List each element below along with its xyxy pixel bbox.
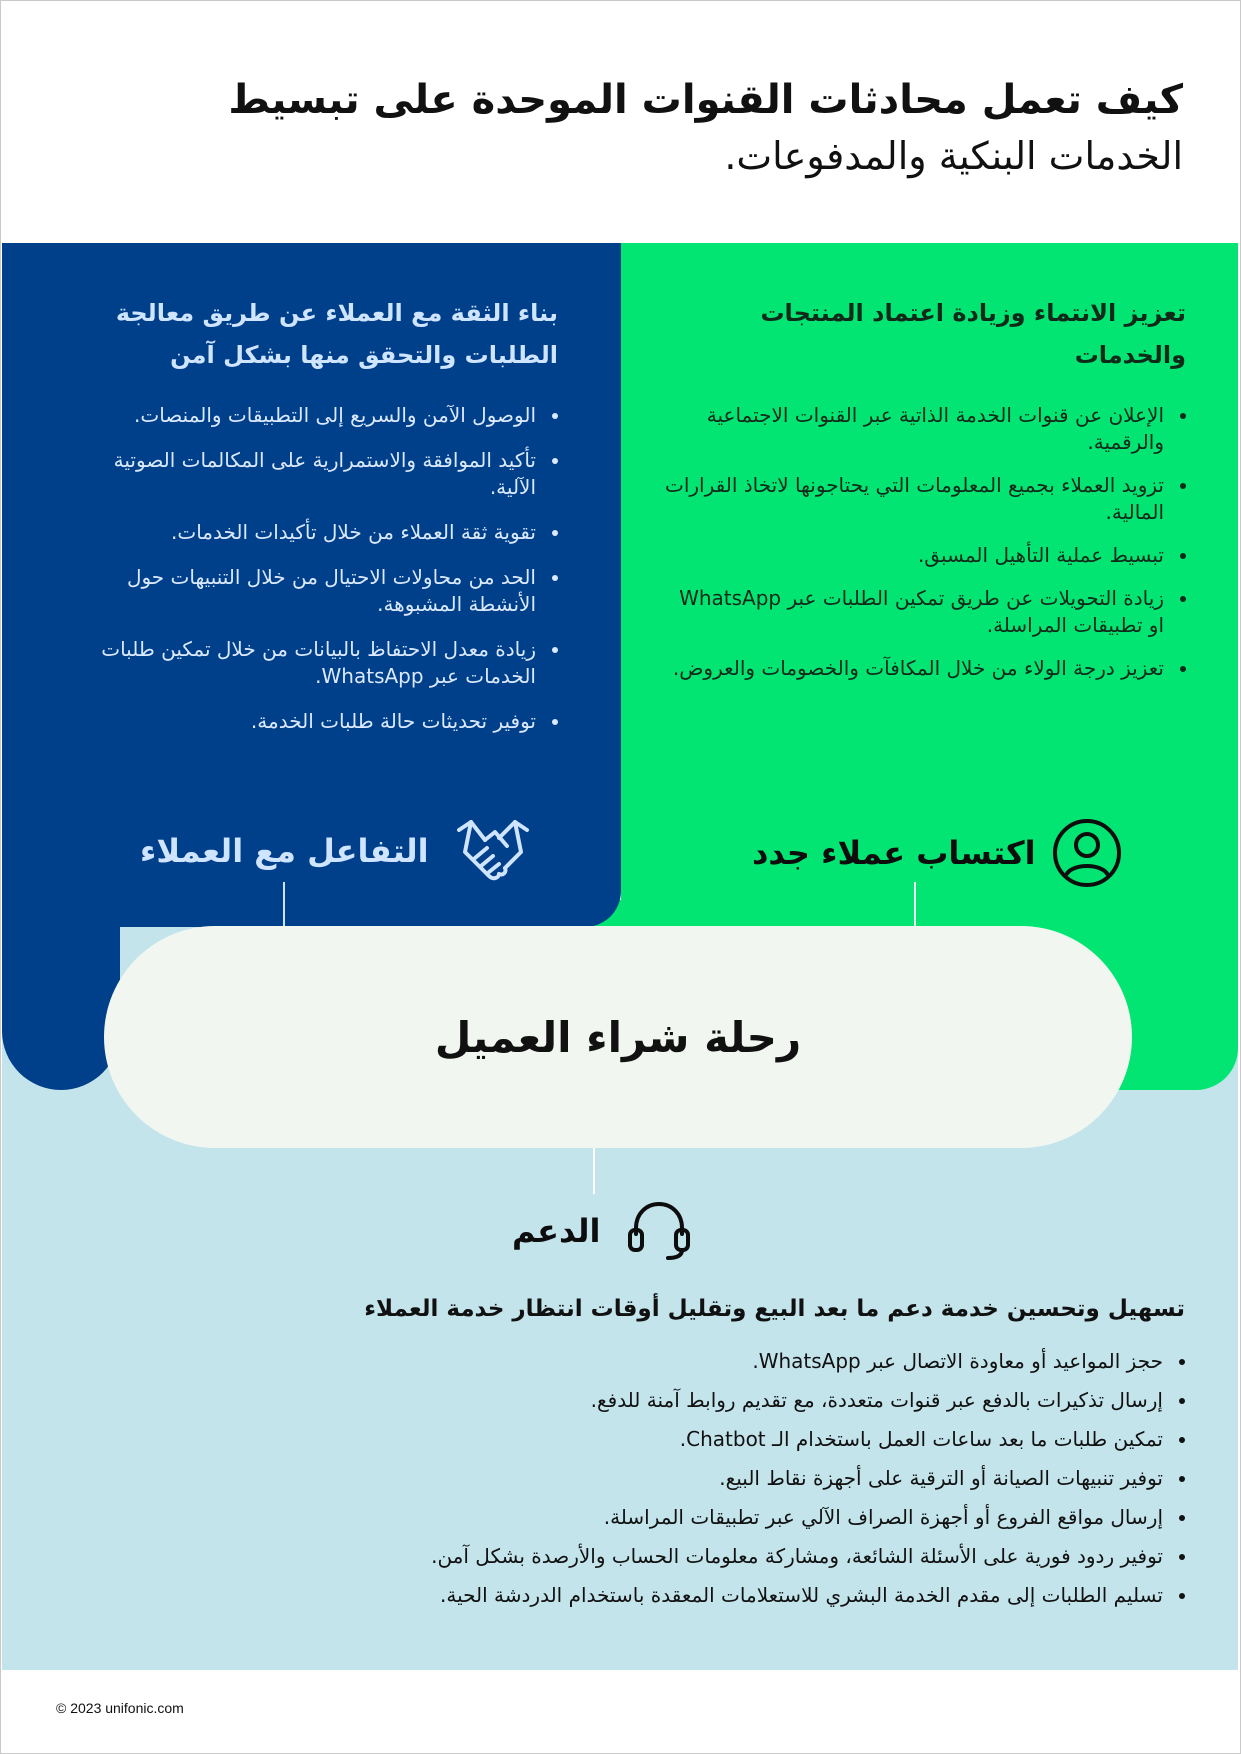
engagement-panel-foot — [2, 900, 120, 1090]
acquisition-heading: تعزيز الانتماء وزيادة اعتماد المنتجات والخدمات — [760, 299, 1186, 369]
acquisition-label — [752, 818, 1122, 888]
customer-journey-title: رحلة شراء العميل — [434, 1012, 802, 1062]
page-title: كيف تعمل محادثات القنوات الموحدة على تبسيط — [228, 77, 1183, 123]
page-header — [40, 72, 1183, 184]
support-heading: تسهيل وتحسين خدمة دعم ما بعد البيع وتقليل أوقات انتظار خدمة العملاء — [364, 1296, 1185, 1322]
page-subtitle: الخدمات البنكية والمدفوعات. — [724, 134, 1183, 178]
support-section — [250, 1288, 1185, 1621]
handshake-icon — [455, 818, 531, 884]
list-item: تسليم الطلبات إلى مقدم الخدمة البشري للاستعلامات المعقدة باستخدام الدردشة الحية. — [250, 1582, 1163, 1609]
list-item: زيادة التحويلات عن طريق تمكين الطلبات عبر WhatsApp او تطبيقات المراسلة. — [660, 585, 1164, 639]
connector-line-support — [593, 1148, 595, 1194]
footer-copyright: © 2023 unifonic.com — [56, 1700, 184, 1716]
support-list — [250, 1348, 1185, 1609]
engagement-section — [80, 292, 558, 753]
list-item: إرسال مواقع الفروع أو أجهزة الصراف الآلي عبر تطبيقات المراسلة. — [250, 1504, 1163, 1531]
user-icon — [1052, 818, 1122, 888]
engagement-label — [140, 818, 531, 884]
engagement-heading: بناء الثقة مع العملاء عن طريق معالجة الطلبات والتحقق منها بشكل آمن — [115, 299, 558, 369]
connector-line-engagement — [283, 882, 285, 928]
list-item: تمكين طلبات ما بعد ساعات العمل باستخدام الـ Chatbot. — [250, 1426, 1163, 1453]
engagement-list — [80, 402, 558, 735]
list-item: الوصول الآمن والسريع إلى التطبيقات والمنصات. — [80, 402, 536, 429]
list-item: الإعلان عن قنوات الخدمة الذاتية عبر القنوات الاجتماعية والرقمية. — [660, 402, 1164, 456]
support-label — [512, 1200, 692, 1262]
list-item: توفير ردود فورية على الأسئلة الشائعة، ومشاركة معلومات الحساب والأرصدة بشكل آمن. — [250, 1543, 1163, 1570]
acquisition-list — [660, 402, 1186, 682]
customer-journey-pill — [104, 926, 1132, 1148]
list-item: إرسال تذكيرات بالدفع عبر قنوات متعددة، مع تقديم روابط آمنة للدفع. — [250, 1387, 1163, 1414]
list-item: تقوية ثقة العملاء من خلال تأكيدات الخدمات. — [80, 519, 536, 546]
engagement-label-text: التفاعل مع العملاء — [140, 832, 429, 870]
list-item: تزويد العملاء بجميع المعلومات التي يحتاجونها لاتخاذ القرارات المالية. — [660, 472, 1164, 526]
acquisition-label-text: اكتساب عملاء جدد — [752, 834, 1036, 872]
list-item: حجز المواعيد أو معاودة الاتصال عبر WhatsApp. — [250, 1348, 1163, 1375]
list-item: تبسيط عملية التأهيل المسبق. — [660, 542, 1164, 569]
list-item: تأكيد الموافقة والاستمرارية على المكالمات الصوتية الآلية. — [80, 447, 536, 501]
acquisition-section — [660, 292, 1186, 698]
list-item: الحد من محاولات الاحتيال من خلال التنبيهات حول الأنشطة المشبوهة. — [80, 564, 536, 618]
connector-line-acquisition — [914, 882, 916, 928]
acquisition-panel-foot — [1120, 900, 1238, 1090]
support-label-text: الدعم — [512, 1212, 601, 1250]
list-item: توفير تنبيهات الصيانة أو الترقية على أجهزة نقاط البيع. — [250, 1465, 1163, 1492]
list-item: توفير تحديثات حالة طلبات الخدمة. — [80, 708, 536, 735]
list-item: زيادة معدل الاحتفاظ بالبيانات من خلال تمكين طلبات الخدمات عبر WhatsApp. — [80, 636, 536, 690]
list-item: تعزيز درجة الولاء من خلال المكافآت والخصومات والعروض. — [660, 655, 1164, 682]
headset-icon — [626, 1200, 692, 1262]
